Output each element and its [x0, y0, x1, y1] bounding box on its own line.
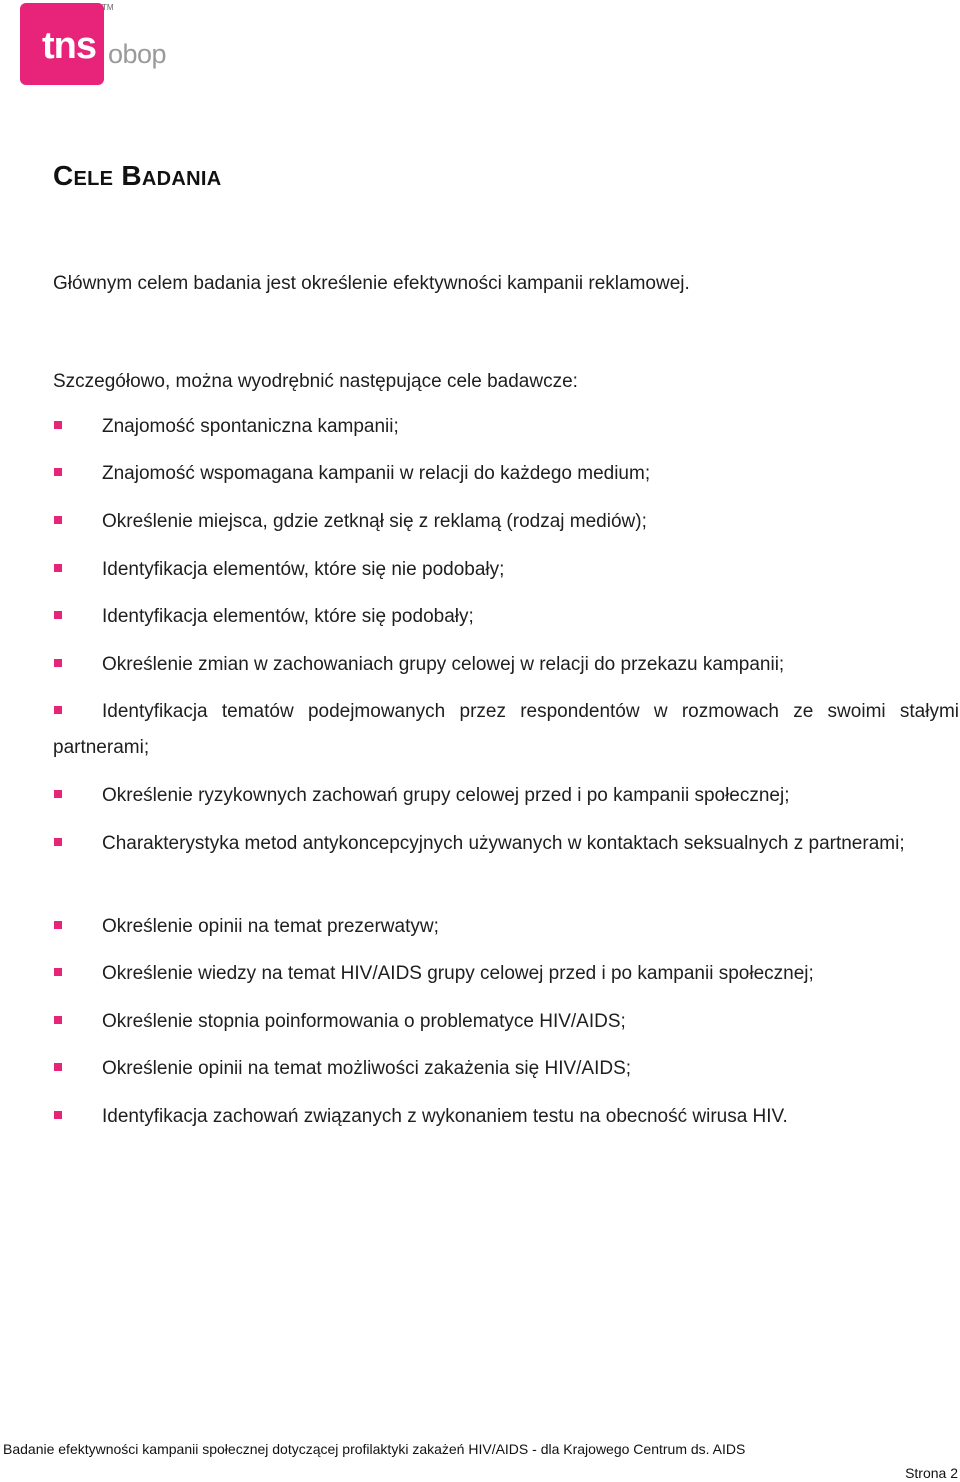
list-item: Określenie wiedzy na temat HIV/AIDS grupy celowej przed i po kampanii społecznej; — [53, 956, 959, 992]
page-number: Strona 2 — [905, 1465, 958, 1481]
list-intro: Szczegółowo, można wyodrębnić następujące cele badawcze: — [53, 371, 578, 392]
logo-tns-text: tns — [42, 25, 96, 67]
square-bullet-icon — [54, 564, 62, 572]
list-item: Określenie miejsca, gdzie zetknął się z reklamą (rodzaj mediów); — [53, 504, 959, 540]
list-item: Identyfikacja zachowań związanych z wykonaniem testu na obecność wirusa HIV. — [53, 1099, 959, 1135]
tns-obop-logo — [20, 3, 170, 85]
square-bullet-icon — [54, 611, 62, 619]
square-bullet-icon — [54, 468, 62, 476]
square-bullet-icon — [54, 790, 62, 798]
list-item: Identyfikacja tematów podejmowanych przez respondentów w rozmowach ze swoimi stałymi partnerami; — [53, 701, 959, 758]
square-bullet-icon — [54, 1111, 62, 1119]
list-item: Identyfikacja elementów, które się podobały; — [53, 599, 959, 635]
square-bullet-icon — [54, 706, 62, 714]
square-bullet-icon — [54, 968, 62, 976]
list-item: Identyfikacja elementów, które się nie podobały; — [53, 552, 959, 588]
square-bullet-icon — [54, 421, 62, 429]
list-item: Określenie ryzykownych zachowań grupy celowej przed i po kampanii społecznej; — [53, 778, 959, 814]
list-item: Określenie stopnia poinformowania o problematyce HIV/AIDS; — [53, 1004, 959, 1040]
logo-obop-text: obop — [108, 39, 167, 69]
list-item: Określenie opinii na temat prezerwatyw; — [53, 909, 959, 945]
square-bullet-icon — [54, 659, 62, 667]
section-heading: Cele Badania — [53, 160, 222, 191]
page-footer: Badanie efektywności kampanii społecznej dotyczącej profilaktyki zakażeń HIV/AIDS - dla Krajowego Centrum ds. AIDS — [3, 1441, 746, 1457]
square-bullet-icon — [54, 516, 62, 524]
square-bullet-icon — [54, 1063, 62, 1071]
list-item: Charakterystyka metod antykoncepcyjnych używanych w kontaktach seksualnych z partnerami; — [53, 826, 959, 862]
square-bullet-icon — [54, 1016, 62, 1024]
list-item: Określenie zmian w zachowaniach grupy celowej w relacji do przekazu kampanii; — [53, 647, 959, 683]
intro-paragraph: Głównym celem badania jest określenie efektywności kampanii reklamowej. — [53, 273, 690, 294]
list-item: Określenie opinii na temat możliwości zakażenia się HIV/AIDS; — [53, 1051, 959, 1087]
logo-trademark: TM — [102, 3, 114, 12]
square-bullet-icon — [54, 838, 62, 846]
list-item: Znajomość spontaniczna kampanii; — [53, 409, 959, 445]
list-item: Znajomość wspomagana kampanii w relacji do każdego medium; — [53, 456, 959, 492]
square-bullet-icon — [54, 921, 62, 929]
